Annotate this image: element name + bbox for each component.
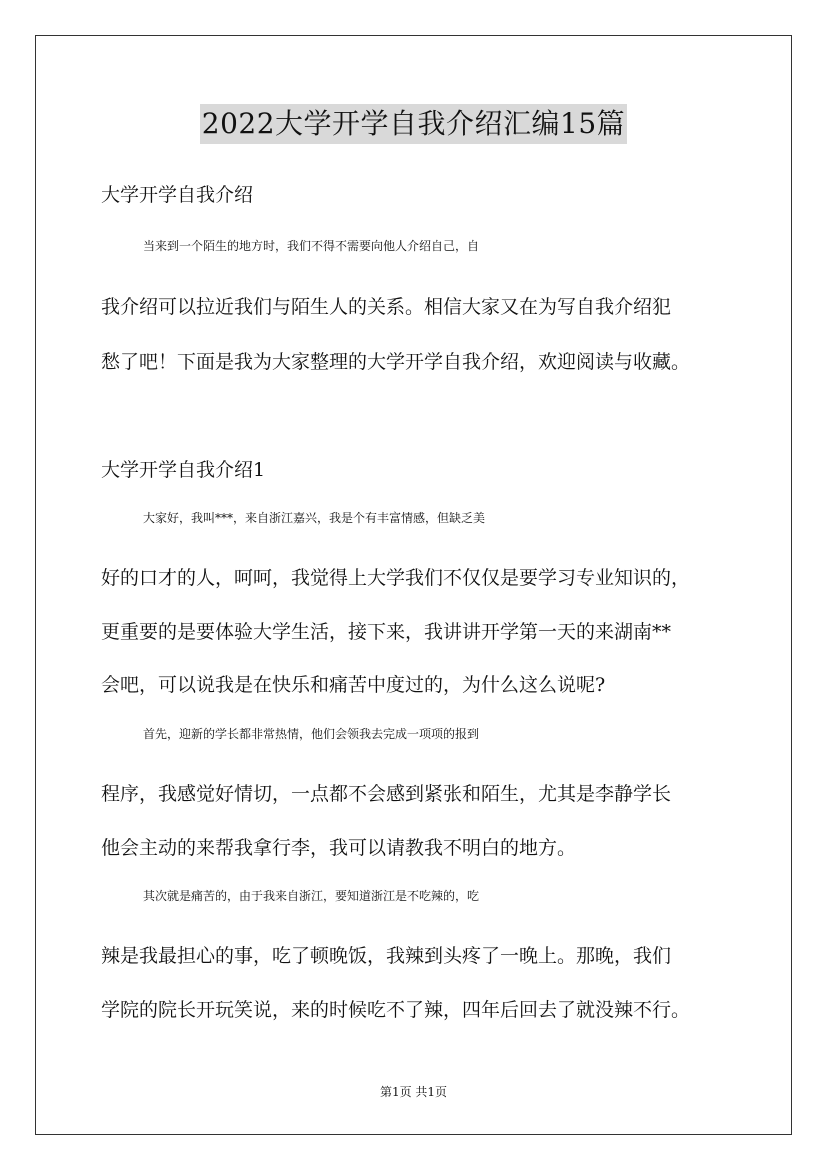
paragraph-line: 其次就是痛苦的，由于我来自浙江，要知道浙江是不吃辣的，吃: [143, 889, 480, 903]
section-heading: 大学开学自我介绍1: [101, 459, 266, 481]
title-container: [0, 104, 827, 144]
paragraph-line: 我介绍可以拉近我们与陌生人的关系。相信大家又在为写自我介绍犯: [101, 296, 672, 318]
page-footer: 第1页 共1页: [379, 1085, 448, 1099]
paragraph-line: 更重要的是要体验大学生活，接下来，我讲讲开学第一天的来湖南**: [101, 621, 672, 643]
paragraph-line: 好的口才的人，呵呵，我觉得上大学我们不仅仅是要学习专业知识的，: [101, 567, 691, 589]
paragraph-line: 辣是我最担心的事，吃了顿晚饭，我辣到头疼了一晚上。那晚，我们: [101, 945, 672, 967]
paragraph-line: 他会主动的来帮我拿行李，我可以请教我不明白的地方。: [101, 837, 577, 859]
paragraph-line: 程序，我感觉好情切，一点都不会感到紧张和陌生，尤其是李静学长: [101, 783, 672, 805]
paragraph-line: 愁了吧！下面是我为大家整理的大学开学自我介绍，欢迎阅读与收藏。: [101, 351, 691, 373]
paragraph-line: 大家好，我叫***，来自浙江嘉兴，我是个有丰富情感，但缺乏美: [143, 511, 486, 525]
paragraph-line: 会吧，可以说我是在快乐和痛苦中度过的，为什么这么说呢?: [101, 674, 606, 696]
paragraph-line: 当来到一个陌生的地方时，我们不得不需要向他人介绍自己，自: [143, 239, 480, 253]
paragraph-line: 首先，迎新的学长都非常热情，他们会领我去完成一项项的报到: [143, 727, 480, 741]
document-title: 2022大学开学自我介绍汇编15篇: [200, 104, 627, 144]
paragraph-line: 学院的院长开玩笑说，来的时候吃不了辣，四年后回去了就没辣不行。: [101, 999, 691, 1021]
section-heading: 大学开学自我介绍: [101, 184, 254, 206]
